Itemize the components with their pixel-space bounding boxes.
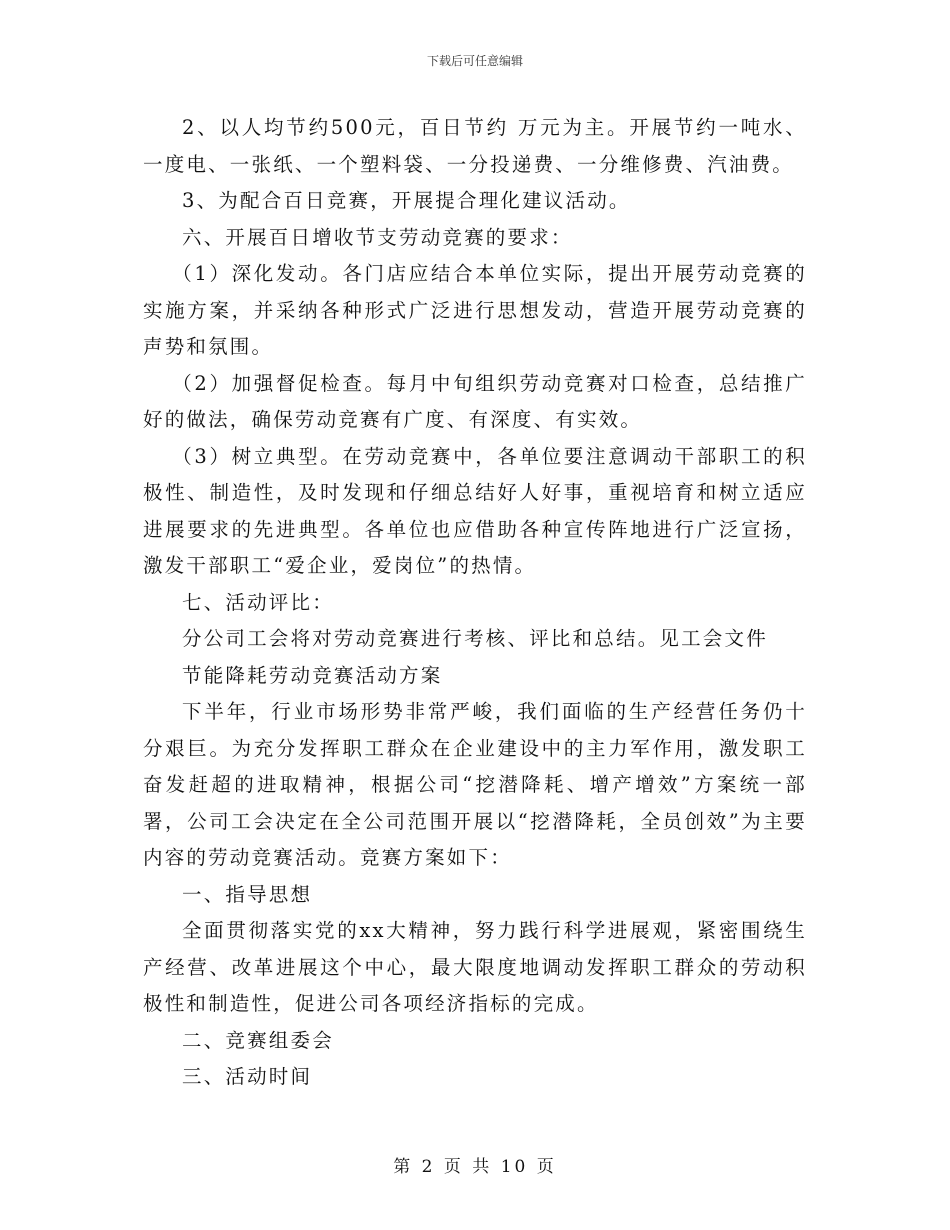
section-heading: 三、活动时间 <box>182 1065 313 1088</box>
paragraph: （3）树立典型。在劳动竞赛中，各单位要注意调动干部职工的积极性、制造性，及时发现和仔细总结好人好事，重视培育和树立适应进展要求的先进典型。各单位也应借助各种宣传阵地进行广泛宣扬，激发干部职工“爱企业，爱岗位”的热情。 <box>143 444 807 577</box>
document-title: 节能降耗劳动竞赛活动方案 <box>182 663 443 687</box>
section-heading: 六、开展百日增收节支劳动竞赛的要求： <box>182 225 573 249</box>
page-header: 下载后可任意编辑 <box>426 54 523 68</box>
paragraph: 3、为配合百日竞赛，开展提合理化建议活动。 <box>182 189 631 212</box>
paragraph: 2、以人均节约500元，百日节约 万元为主。开展节约一吨水、一度电、一张纸、一个塑料袋、一分投递费、一分维修费、汽油费。 <box>143 116 807 176</box>
document-body <box>143 110 807 1096</box>
page-number: 第 2 页 共 10 页 <box>393 1157 557 1177</box>
paragraph: 全面贯彻落实党的xx大精神，努力践行科学进展观，紧密围绕生产经营、改革进展这个中心，最大限度地调动发挥职工群众的劳动积极性和制造性，促进公司各项经济指标的完成。 <box>143 919 807 1015</box>
section-heading: 七、活动评比： <box>182 590 334 614</box>
paragraph: （1）深化发动。各门店应结合本单位实际，提出开展劳动竞赛的实施方案，并采纳各种形式广泛进行思想发动，营造开展劳动竞赛的声势和氛围。 <box>143 262 807 358</box>
paragraph: （2）加强督促检查。每月中旬组织劳动竞赛对口检查，总结推广好的做法，确保劳动竞赛有广度、有深度、有实效。 <box>143 371 807 431</box>
paragraph: 分公司工会将对劳动竞赛进行考核、评比和总结。见工会文件 <box>182 627 768 650</box>
section-heading: 一、指导思想 <box>182 882 313 906</box>
section-heading: 二、竞赛组委会 <box>182 1028 334 1052</box>
paragraph: 下半年，行业市场形势非常严峻，我们面临的生产经营任务仍十分艰巨。为充分发挥职工群众在企业建设中的主力军作用，激发职工奋发赶超的进取精神，根据公司“挖潜降耗、增产增效”方案统一部署，公司工会决定在全公司范围开展以“挖潜降耗，全员创效”为主要内容的劳动竞赛活动。竞赛方案如下： <box>143 700 807 869</box>
